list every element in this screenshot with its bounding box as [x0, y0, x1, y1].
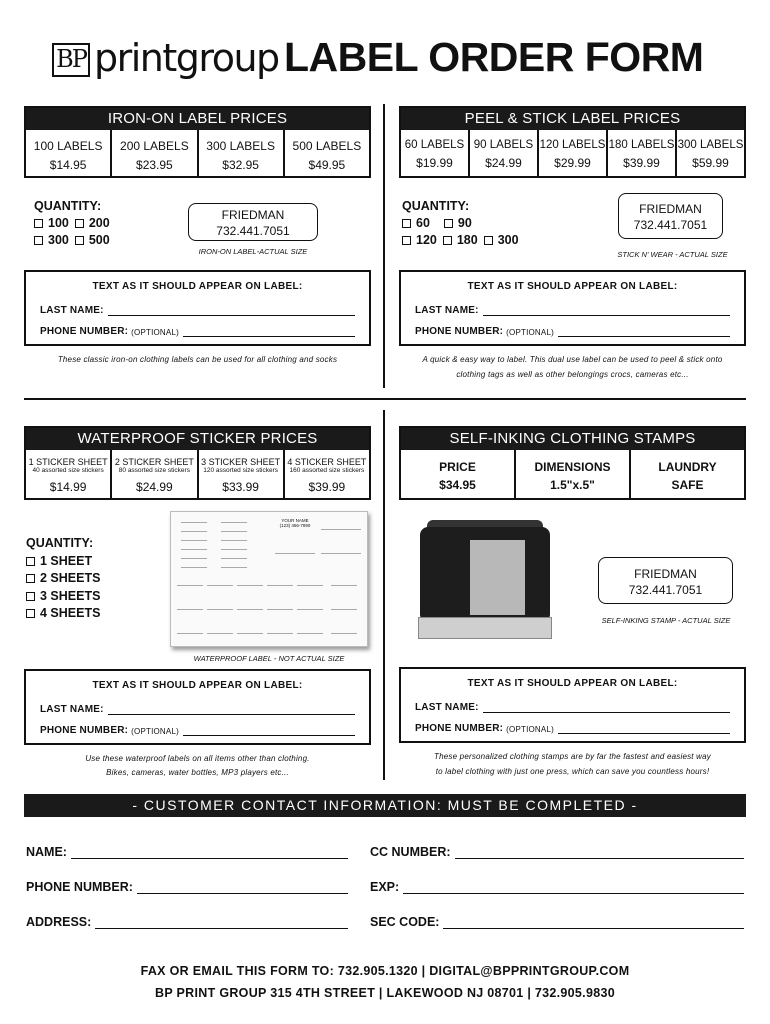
waterproof-phone-field[interactable]: PHONE NUMBER: (OPTIONAL): [40, 725, 355, 736]
iron-on-tier: 200 LABELS $23.95: [112, 130, 198, 176]
logo-mark: BP: [52, 43, 90, 77]
text-header: TEXT AS IT SHOULD APPEAR ON LABEL:: [467, 678, 678, 689]
peel-stick-tier: 300 LABELS $59.99: [677, 139, 744, 170]
quantity-label: QUANTITY:: [26, 536, 94, 550]
vertical-divider-top: [383, 104, 385, 388]
qty-checkbox-1-sheet[interactable]: 1 SHEET: [26, 553, 92, 571]
qty-checkbox-300[interactable]: 300: [484, 232, 519, 249]
contact-info-bar: - CUSTOMER CONTACT INFORMATION: MUST BE COMPLETED -: [24, 794, 746, 817]
peel-stick-description: A quick & easy way to label. This dual use label can be used to peel & stick onto clothing tags as well as other belongings crocs, cameras etc...: [422, 355, 723, 379]
stamp-phone-field[interactable]: PHONE NUMBER: (OPTIONAL): [415, 723, 730, 734]
peel-stick-tier: 60 LABELS $19.99: [401, 130, 470, 176]
peel-stick-title: PEEL & STICK LABEL PRICES: [401, 108, 744, 130]
peel-stick-tier: 120 LABELS $29.99: [539, 130, 608, 176]
horizontal-divider: [24, 398, 746, 400]
iron-on-description: These classic iron-on clothing labels can be used for all clothing and socks: [57, 355, 338, 364]
address-field[interactable]: ADDRESS:: [26, 915, 348, 929]
waterproof-last-name-field[interactable]: LAST NAME:: [40, 704, 355, 715]
waterproof-description: Use these waterproof labels on all items other than clothing. Bikes, cameras, water bottles, MP3 players etc...: [85, 754, 310, 777]
stamp-text-box: [399, 667, 746, 743]
sheet-sample-phone: (123) 456-7890: [279, 523, 311, 528]
footer-address: BP PRINT GROUP 315 4TH STREET | LAKEWOOD NJ 08701 | 732.905.9830: [155, 986, 615, 1000]
waterproof-tier: 3 STICKER SHEET 120 assorted size stickers $33.99: [199, 450, 285, 498]
stamp-price-table: [399, 426, 746, 500]
iron-on-price-table: [24, 106, 371, 178]
peel-stick-last-name-field[interactable]: LAST NAME:: [415, 305, 730, 316]
waterproof-quantity: [26, 535, 106, 623]
qty-checkbox-300[interactable]: 300: [34, 232, 69, 249]
logo-text: printgroup: [94, 36, 279, 80]
qty-checkbox-100[interactable]: 100: [34, 215, 69, 232]
waterproof-tier: 1 STICKER SHEET 40 assorted size stickers $14.99: [26, 450, 112, 498]
qty-checkbox-120[interactable]: 120: [402, 232, 437, 249]
stamp-image-base: [418, 617, 552, 639]
stamp-laundry: LAUNDRY SAFE: [658, 460, 717, 492]
qty-checkbox-180[interactable]: 180: [443, 232, 478, 249]
peel-stick-phone-field[interactable]: PHONE NUMBER: (OPTIONAL): [415, 326, 730, 337]
waterproof-title: WATERPROOF STICKER PRICES: [26, 428, 369, 450]
stamp-last-name-field[interactable]: LAST NAME:: [415, 702, 730, 713]
waterproof-text-box: [24, 669, 371, 745]
peel-stick-price-table: [399, 106, 746, 178]
sheet-sample-name: YOUR NAME: [281, 518, 309, 523]
waterproof-tier: 4 STICKER SHEET 160 assorted size stickers $39.99: [287, 457, 367, 494]
phone-number-field[interactable]: PHONE NUMBER:: [26, 880, 348, 894]
name-field[interactable]: NAME:: [26, 845, 348, 859]
peel-stick-tier: 90 LABELS $24.99: [470, 130, 539, 176]
iron-on-caption: IRON-ON LABEL-ACTUAL SIZE: [198, 247, 308, 256]
peel-stick-sample-label: FRIEDMAN 732.441.7051: [618, 193, 723, 239]
stamp-dimensions: DIMENSIONS 1.5"x.5": [516, 450, 631, 498]
stamp-title: SELF-INKING CLOTHING STAMPS: [401, 428, 744, 450]
text-header: TEXT AS IT SHOULD APPEAR ON LABEL:: [92, 281, 303, 292]
qty-checkbox-500[interactable]: 500: [75, 232, 110, 249]
iron-on-tier: 300 LABELS $32.95: [199, 130, 285, 176]
stamp-price: PRICE $34.95: [401, 450, 516, 498]
peel-stick-tier: 180 LABELS $39.99: [608, 130, 677, 176]
qty-checkbox-4-sheets[interactable]: 4 SHEETS: [26, 605, 100, 623]
iron-on-title: IRON-ON LABEL PRICES: [26, 108, 369, 130]
stamp-caption: SELF-INKING STAMP - ACTUAL SIZE: [601, 616, 731, 625]
iron-on-tier: 100 LABELS $14.95: [26, 130, 112, 176]
page-title: LABEL ORDER FORM: [284, 34, 704, 80]
exp-field[interactable]: EXP:: [370, 880, 744, 894]
cc-number-field[interactable]: CC NUMBER:: [370, 845, 744, 859]
quantity-label: QUANTITY:: [402, 199, 470, 213]
waterproof-tier: 2 STICKER SHEET 80 assorted size stickers $24.99: [112, 450, 198, 498]
iron-on-tier: 500 LABELS $49.95: [292, 139, 362, 172]
peel-stick-quantity: [402, 198, 525, 249]
qty-checkbox-200[interactable]: 200: [75, 215, 110, 232]
waterproof-price-table: [24, 426, 371, 500]
quantity-label: QUANTITY:: [34, 199, 102, 213]
iron-on-sample-label: FRIEDMAN 732.441.7051: [188, 203, 318, 241]
iron-on-phone-field[interactable]: PHONE NUMBER: (OPTIONAL): [40, 326, 355, 337]
peel-stick-caption: STICK N' WEAR - ACTUAL SIZE: [617, 250, 728, 259]
iron-on-quantity: [34, 198, 116, 249]
qty-checkbox-2-sheets[interactable]: 2 SHEETS: [26, 570, 100, 588]
waterproof-caption: WATERPROOF LABEL - NOT ACTUAL SIZE: [193, 654, 345, 663]
qty-checkbox-3-sheets[interactable]: 3 SHEETS: [26, 588, 100, 606]
qty-checkbox-90[interactable]: 90: [444, 215, 472, 232]
sec-code-field[interactable]: SEC CODE:: [370, 915, 744, 929]
vertical-divider-bottom: [383, 410, 385, 780]
stamp-image-window: [470, 540, 525, 615]
stamp-sample-label: FRIEDMAN 732.441.7051: [598, 557, 733, 604]
footer-fax-email: FAX OR EMAIL THIS FORM TO: 732.905.1320 | DIGITAL@BPPRINTGROUP.COM: [140, 964, 630, 978]
sticker-sheet-image: [170, 511, 368, 647]
qty-checkbox-60[interactable]: 60: [402, 215, 430, 232]
peel-stick-text-box: [399, 270, 746, 346]
iron-on-text-box: [24, 270, 371, 346]
stamp-description: These personalized clothing stamps are by far the fastest and easiest way to label clothing with just one press, which can save you countless hours!: [434, 752, 711, 776]
text-header: TEXT AS IT SHOULD APPEAR ON LABEL:: [467, 281, 678, 292]
text-header: TEXT AS IT SHOULD APPEAR ON LABEL:: [92, 680, 303, 691]
iron-on-last-name-field[interactable]: LAST NAME:: [40, 305, 355, 316]
